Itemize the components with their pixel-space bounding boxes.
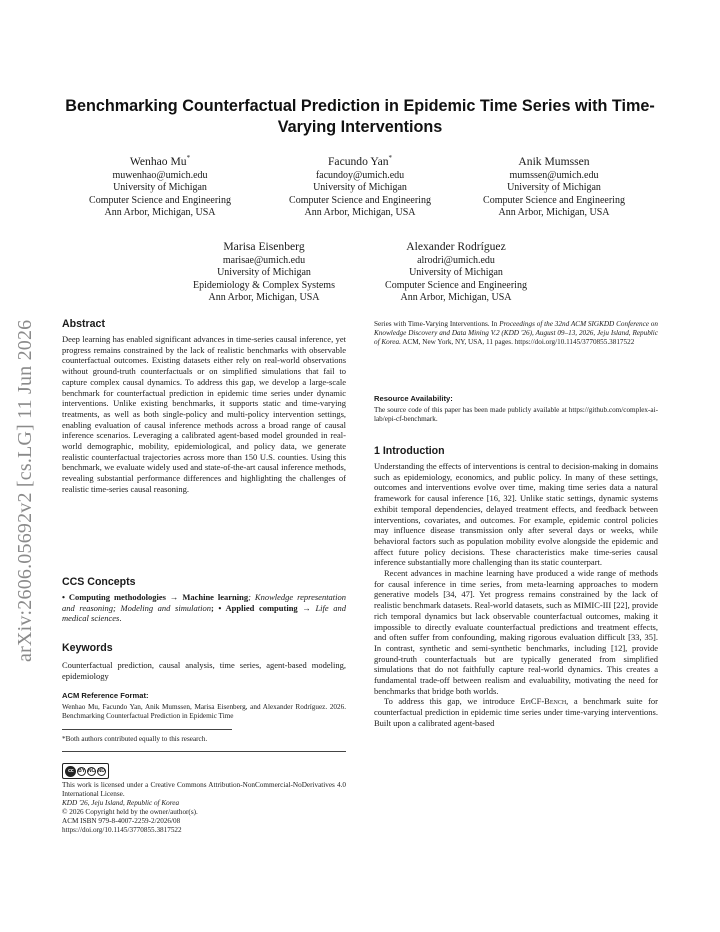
intro-paragraph-1: Understanding the effects of interventions is central to decision-making in domains such as epidemiology, economics, and public policy. In many of these settings, outcomes and interventions evolve over time, making time series data a natural framework for causal inference [16, 32]. Unlike static settings, dynamic systems exhibit temporal dependencies, delayed treatment effects, and feedback between interventions, covariates, and outcomes. For example, epidemic control policies may influence disease transmission only after several days or weeks, while behavioral factors such as population mobility evolve alongside the epidemic and affect future policy decisions. These characteristics make time-series causal inference substantially more challenging than its static counterpart. xyxy=(374,461,658,568)
arxiv-stamp: arXiv:2606.05692v2 [cs.LG] 11 Jun 2026 xyxy=(14,319,36,662)
author-block-1 xyxy=(60,151,260,219)
intro-heading: 1 Introduction xyxy=(374,445,445,457)
author-block-3 xyxy=(454,151,654,219)
license-isbn: ACM ISBN 979-8-4007-2259-2/2026/08 xyxy=(62,817,181,825)
author-affiliation: University of Michigan xyxy=(507,182,601,194)
cc-license-badge[interactable] xyxy=(62,763,109,779)
license-doi[interactable]: https://doi.org/10.1145/3770855.3817522 xyxy=(62,826,182,834)
footnote-rule xyxy=(62,729,232,730)
author-block-2 xyxy=(260,151,460,219)
author-name: Alexander Rodríguez xyxy=(406,239,506,253)
author-block-4 xyxy=(164,236,364,304)
acm-ref-text: Wenhao Mu, Facundo Yan, Anik Mumssen, Marisa Eisenberg, and Alexander Rodríguez. 2026. Benchmarking Counterfactual Prediction in Epidemic Time xyxy=(62,703,346,721)
author-name: Facundo Yan* xyxy=(327,154,393,168)
author-department: Computer Science and Engineering xyxy=(89,194,231,206)
nd-icon: ND xyxy=(97,767,105,774)
license-text: This work is licensed under a Creative Commons Attribution-NonCommercial-NoDerivatives 4.0 International License. xyxy=(62,781,346,798)
ccs-heading: CCS Concepts xyxy=(62,576,136,588)
footnote: *Both authors contributed equally to this research. xyxy=(62,735,208,743)
author-name: Anik Mumssen xyxy=(518,154,590,168)
ccs-text: • Computing methodologies → Machine learning; Knowledge representation and reasoning; Modeling and simulation; • Applied computing → Life and medical sciences. xyxy=(62,592,347,624)
author-department: Computer Science and Engineering xyxy=(385,279,527,291)
keywords-heading: Keywords xyxy=(62,642,113,654)
author-department: Computer Science and Engineering xyxy=(483,194,625,206)
resource-heading: Resource Availability: xyxy=(374,394,453,403)
author-email: marisae@umich.edu xyxy=(222,254,306,266)
intro-body xyxy=(374,461,658,729)
author-name: Marisa Eisenberg xyxy=(223,239,305,253)
acm-ref-continued: Series with Time-Varying Interventions. In Proceedings of the 32nd ACM SIGKDD Conference on Knowledge Discovery and Data Mining V.2 (KDD '26), August 09–13, 2026, Jeju Island, Republic of Korea. ACM, New York, NY, USA, 11 pages. https://doi.org/10.1145/3770855.3817522 xyxy=(374,320,658,347)
author-affiliation: University of Michigan xyxy=(313,182,407,194)
author-location: Ann Arbor, Michigan, USA xyxy=(208,292,320,304)
license-rule xyxy=(62,751,346,752)
license-copyright: © 2026 Copyright held by the owner/author(s). xyxy=(62,808,198,816)
author-location: Ann Arbor, Michigan, USA xyxy=(104,207,216,219)
intro-paragraph-2: Recent advances in machine learning have produced a wide range of methods for causal inference in time series, from meta-learning approaches to modern generative models [34, 47]. Yet progress remains constrained by the lack of realistic benchmark datasets. Real-world datasets, such as MIMIC-III [22], provide rich temporal dynamics but lack observable counterfactual outcomes, making it impossible to directly evaluate counterfactual predictions and treatment effects, and often suffer from confounding, making rigorous evaluation difficult [33, 35]. In contrast, synthetic and semi-synthetic benchmarks, including [12], provide ground-truth counterfactuals but are typically generated from simplified simulations that do not faithfully capture real-world dynamics. This creates a fundamental trade-off between realism and evaluability, motivating the need for benchmarks that bridge both worlds. xyxy=(374,568,658,696)
abstract-heading: Abstract xyxy=(62,318,105,330)
author-location: Ann Arbor, Michigan, USA xyxy=(304,207,416,219)
author-affiliation: University of Michigan xyxy=(409,267,503,279)
author-department: Computer Science and Engineering xyxy=(289,194,431,206)
intro-paragraph-3: To address this gap, we introduce EpiCF-Bench, a benchmark suite for counterfactual prediction in epidemic time series under time-varying interventions. Built upon a calibrated agent-based xyxy=(374,696,659,728)
author-email: facundoy@umich.edu xyxy=(315,169,405,181)
cc-icon: cc xyxy=(65,766,76,777)
author-location: Ann Arbor, Michigan, USA xyxy=(400,292,512,304)
by-icon: BY xyxy=(78,767,86,774)
acm-ref-heading: ACM Reference Format: xyxy=(62,691,149,700)
author-affiliation: University of Michigan xyxy=(113,182,207,194)
author-name: Wenhao Mu* xyxy=(129,154,191,168)
license-venue: KDD '26, Jeju Island, Republic of Korea xyxy=(62,799,180,807)
author-block-5 xyxy=(356,236,556,304)
author-location: Ann Arbor, Michigan, USA xyxy=(498,207,610,219)
author-affiliation: University of Michigan xyxy=(217,267,311,279)
paper-title: Benchmarking Counterfactual Prediction in Epidemic Time Series with Time-Varying Interventions xyxy=(65,97,655,136)
keywords-text: Counterfactual prediction, causal analysis, time series, agent-based modeling, epidemiology xyxy=(62,660,346,681)
author-email: mumssen@umich.edu xyxy=(509,169,599,181)
nc-icon: NC xyxy=(87,767,96,774)
author-department: Epidemiology & Complex Systems xyxy=(193,279,335,291)
author-email: muwenhao@umich.edu xyxy=(112,169,208,181)
resource-text[interactable]: The source code of this paper has been made publicly available at https://github.com/complex-ai-lab/epi-cf-benchmark. xyxy=(374,406,658,424)
abstract-text: Deep learning has enabled significant advances in time-series causal inference, yet progress remains constrained by the lack of realistic benchmarks with observable counterfactual outcomes. Existing datasets either rely on real-world observations without ground-truth counterfactuals or on simplified simulations that fail to capture complex causal dynamics. To address this gap, we develop a large-scale benchmark for counterfactual prediction in epidemic time series under dynamic interventions. Unlike existing benchmarks, it supports static and time-varying treatments, as well as both single-policy and multi-policy intervention settings, enabling evaluation of causal inference methods across a broad range of causal inference scenarios. Leveraging a calibrated agent-based model grounded in real-world demographic, mobility, epidemiological, and policy data, we generate realistic counterfactual trajectories across more than 150 U.S. counties. Using this benchmark, we evaluate widely used and state-of-the-art causal inference methods, revealing substantial performance differences and highlighting the challenges of realistic time-series causal reasoning. xyxy=(62,334,346,494)
author-email: alrodri@umich.edu xyxy=(417,254,495,266)
